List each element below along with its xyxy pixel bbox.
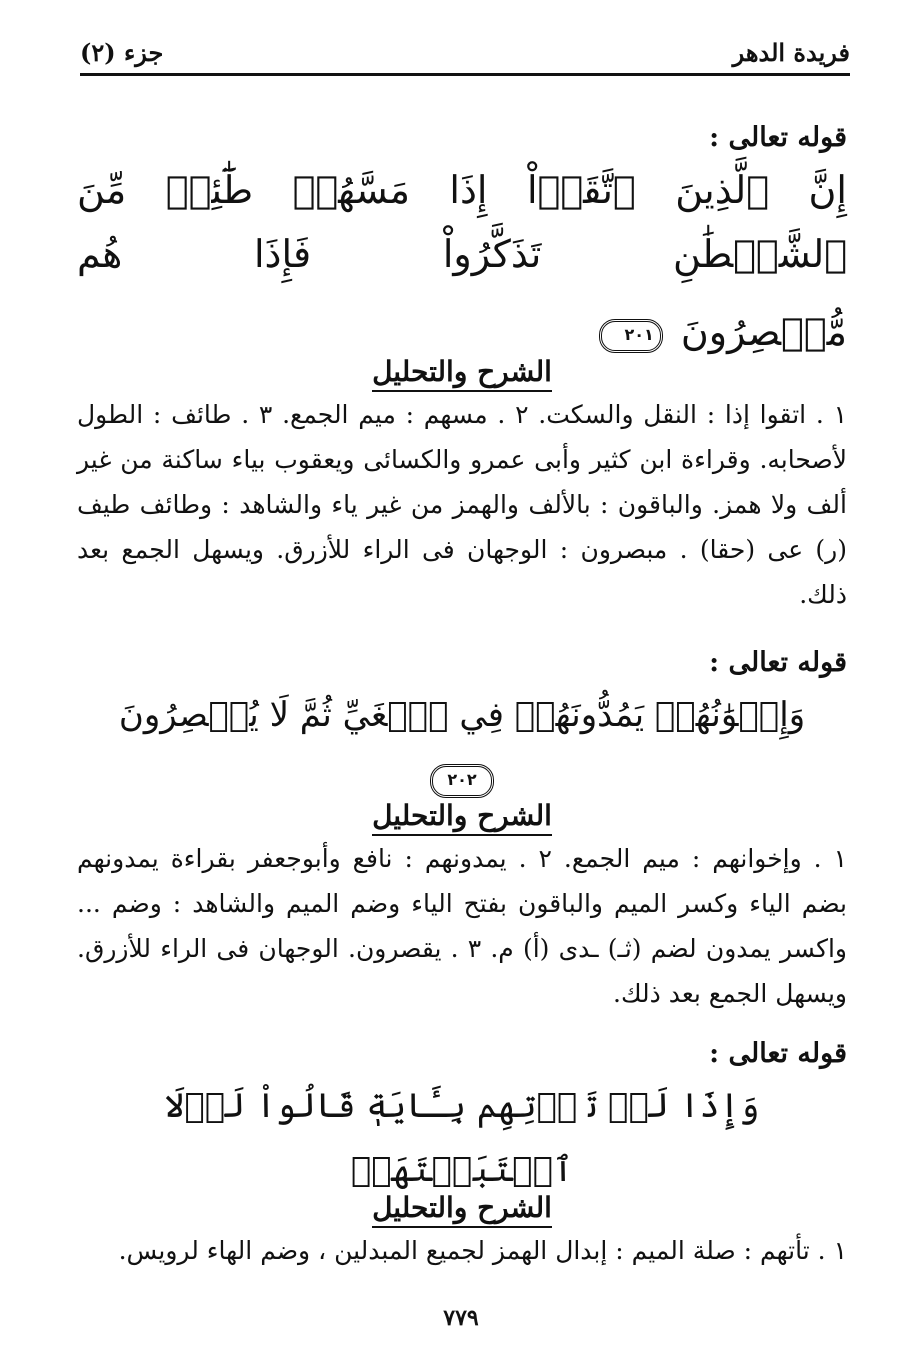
verse-intro-label: قوله تعالى : [709,647,847,678]
verse-block-201 [77,118,847,364]
commentary-text: ١ . اتقوا إذا : النقل والسكت. ٢ . مسهم : ميم الجمع. ٣ . طائف : الطول لأصحابه. وقراءة ابن كثير وأبى عمرو والكسائى ويعقوب بياء ساكنة من غير ألف ولا همز. والباقون : بالألف والهمز من غير ياء والشاهد : وطائف طيف (ر) عى (حقا) . مبصرون : الوجهان فى الراء للأزرق. ويسهل الجمع بعد ذلك. [77,400,847,609]
commentary-text: ١ . تأتهم : صلة الميم : إبدال الهمز لجميع المبدلين ، وضم الهاء لرويس. [118,1236,847,1265]
section-heading: الشرح والتحليل [77,352,847,392]
quran-verse [77,158,847,364]
commentary-block-201 [77,352,847,617]
quran-verse [77,683,847,811]
verse-line: وَإِخۡوَٰنُهُمۡ يَمُدُّونَهُمۡ فِي ٱلۡغَيِّ ثُمَّ لَا يُقۡصِرُونَ [118,695,806,735]
verse-block-203 [77,1034,847,1202]
part-label: جزء (٢) [80,38,164,67]
ayah-number-badge: ٢٠٢ [430,764,494,798]
page-number: ٧٧٩ [443,1305,479,1331]
commentary-text: ١ . وإخوانهم : ميم الجمع. ٢ . يمدونهم : نافع وأبوجعفر بقراءة يمدونهم بضم الياء وكسر الميم والباقون بفتح الياء وضم الميم والشاهد : وضم ... واكسر يمدون لضم (ثـ) ـدى (أ) م. ٣ . يقصرون. الوجهان فى الراء للأزرق. ويسهل الجمع بعد ذلك. [77,844,848,1008]
verse-block-202 [77,643,847,811]
verse-line: مُّبۡصِرُونَ [680,310,847,354]
commentary-block-203 [77,1188,847,1273]
running-header [80,28,850,76]
verse-intro-label: قوله تعالى : [709,1038,847,1069]
section-heading: الشرح والتحليل [77,1188,847,1228]
quran-verse [77,1074,847,1202]
ayah-number-badge: ٢٠١ [599,319,663,353]
verse-intro-label: قوله تعالى : [709,122,847,153]
book-title: فريدة الدهر [732,38,850,67]
verse-line: وَإِذَا لَمۡ تَأۡتِهِم بِـَٔايَةٖ قَالُواْ لَوۡلَا ٱجۡتَبَيۡتَهَاۚ [164,1086,760,1190]
section-heading: الشرح والتحليل [77,796,847,836]
verse-line: إِنَّ ٱلَّذِينَ ٱتَّقَوۡاْ إِذَا مَسَّهُمۡ طَٰٓئِفٞ مِّنَ ٱلشَّيۡطَٰنِ تَذَكَّرُواْ فَإِذَا هُم [77,168,847,276]
commentary-block-202 [77,796,847,1016]
